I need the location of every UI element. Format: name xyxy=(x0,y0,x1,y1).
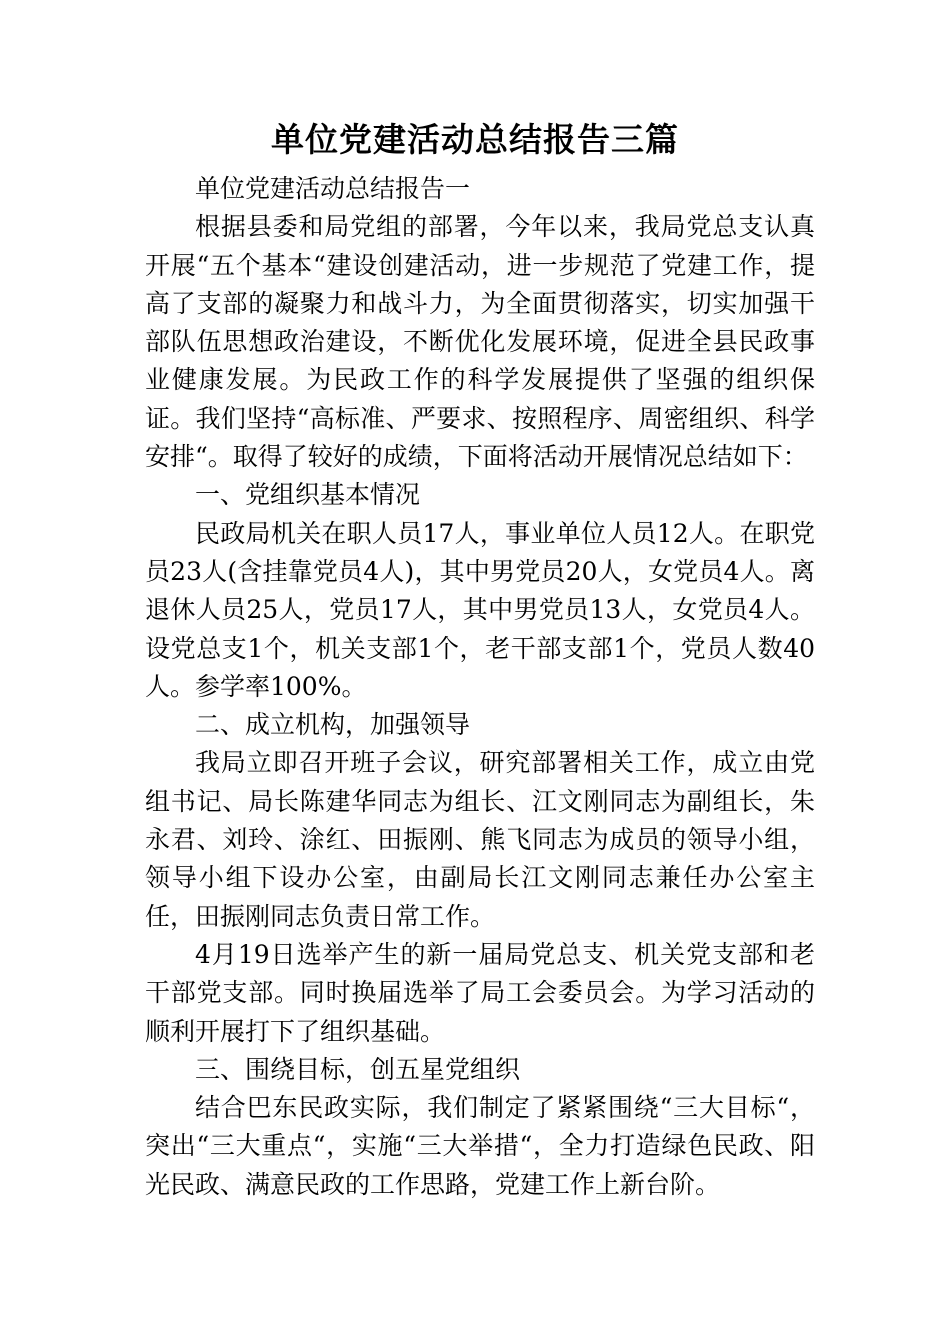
document-body xyxy=(145,170,815,1204)
body-paragraph: 结合巴东民政实际，我们制定了紧紧围绕“三大目标“，突出“三大重点“，实施“三大举措“，全力打造绿色民政、阳光民政、满意民政的工作思路，党建工作上新台阶。 xyxy=(145,1093,815,1199)
subtitle-paragraph: 单位党建活动总结报告一 xyxy=(195,174,471,203)
section-heading-3: 三、围绕目标，创五星党组织 xyxy=(195,1054,521,1084)
section-heading-2: 二、成立机构，加强领导 xyxy=(195,710,471,740)
intro-paragraph: 根据县委和局党组的部署，今年以来，我局党总支认真开展“五个基本“建设创建活动，进一步规范了党建工作，提高了支部的凝聚力和战斗力，为全面贯彻落实，切实加强干部队伍思想政治建设，不断优化发展环境，促进全县民政事业健康发展。为民政工作的科学发展提供了坚强的组织保证。我们坚持“高标准、严要求、按照程序、周密组织、科学安排“。取得了较好的成绩，下面将活动开展情况总结如下： xyxy=(145,212,815,472)
document-title: 单位党建活动总结报告三篇 xyxy=(271,120,679,159)
body-paragraph: 我局立即召开班子会议，研究部署相关工作，成立由党组书记、局长陈建华同志为组长、江文刚同志为副组长，朱永君、刘玲、涂红、田振刚、熊飞同志为成员的领导小组，领导小组下设办公室，由副局长江文刚同志兼任办公室主任，田振刚同志负责日常工作。 xyxy=(145,748,815,931)
body-paragraph: 4月19日选举产生的新一届局党总支、机关党支部和老干部党支部。同时换届选举了局工会委员会。为学习活动的顺利开展打下了组织基础。 xyxy=(145,939,815,1046)
section-heading-1: 一、党组织基本情况 xyxy=(195,480,421,510)
body-paragraph: 民政局机关在职人员17人，事业单位人员12人。在职党员23人(含挂靠党员4人)，其中男党员20人，女党员4人。离退休人员25人，党员17人，其中男党员13人，女党员4人。设党总支1个，机关支部1个，老干部支部1个，党员人数40人。参学率100%。 xyxy=(145,518,815,701)
